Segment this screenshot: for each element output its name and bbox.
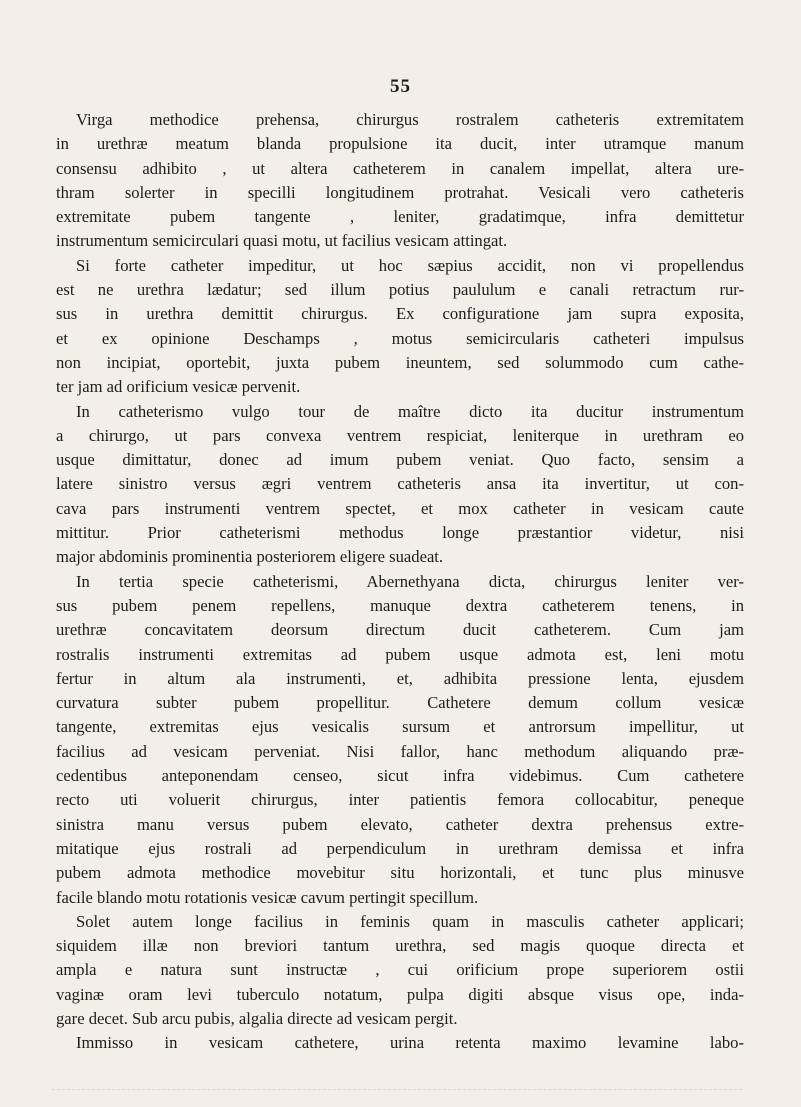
text-line: latere sinistro versus ægri ventrem catheteris ansa ita invertitur, ut con- xyxy=(56,474,744,494)
text-line: urethræ concavitatem deorsum directum ducit catheterem. Cum jam xyxy=(56,620,744,640)
text-line: In tertia specie catheterismi, Abernethyana dicta, chirurgus leniter ver- xyxy=(76,571,744,591)
text-line: in urethræ meatum blanda propulsione ita ducit, inter utramque manum xyxy=(56,134,744,154)
text-line: consensu adhibito , ut altera catheterem in canalem impellat, altera ure- xyxy=(56,158,744,178)
text-line: instrumentum semicirculari quasi motu, ut facilius vesicam attingat. xyxy=(56,231,508,251)
text-line: cava pars instrumenti ventrem spectet, et mox catheter in vesicam caute xyxy=(56,498,744,518)
text-line: et ex opinione Deschamps , motus semicircularis catheteri impulsus xyxy=(56,328,744,348)
text-line: usque dimittatur, donec ad imum pubem veniat. Quo facto, sensim a xyxy=(56,450,744,470)
text-line: ampla e natura sunt instructæ , cui orificium prope superiorem ostii xyxy=(56,960,744,980)
text-line: recto uti voluerit chirurgus, inter patientis femora collocabitur, peneque xyxy=(56,790,744,810)
text-line: In catheterismo vulgo tour de maître dicto ita ducitur instrumentum xyxy=(76,401,744,421)
paragraph xyxy=(56,1031,744,1055)
page-number: 55 xyxy=(390,76,411,97)
text-line: mittitur. Prior catheterismi methodus longe præstantior videtur, nisi xyxy=(56,523,744,543)
text-line: vaginæ oram levi tuberculo notatum, pulpa digiti absque visus ope, inda- xyxy=(56,984,744,1004)
text-line: gare decet. Sub arcu pubis, algalia directe ad vesicam pergit. xyxy=(56,1008,458,1028)
paragraph xyxy=(56,400,744,570)
text-line: siquidem illæ non breviori tantum urethra, sed magis quoque directa et xyxy=(56,936,744,956)
text-line: sus pubem penem repellens, manuque dextra catheterem tenens, in xyxy=(56,595,744,615)
text-line: est ne urethra lædatur; sed illum potius paululum e canali retractum rur- xyxy=(56,280,744,300)
text-line: tangente, extremitas ejus vesicalis sursum et antrorsum impellitur, ut xyxy=(56,717,744,737)
text-line: major abdominis prominentia posteriorem eligere suadeat. xyxy=(56,547,444,567)
body-text xyxy=(56,108,744,1056)
text-line: ter jam ad orificium vesicæ pervenit. xyxy=(56,377,301,397)
text-line: pubem admota methodice movebitur situ horizontali, et tunc plus minusve xyxy=(56,863,744,883)
text-line: thram solerter in specilli longitudinem protrahat. Vesicali vero catheteris xyxy=(56,182,744,202)
text-line: a chirurgo, ut pars convexa ventrem respiciat, leniterque in urethram eo xyxy=(56,425,744,445)
text-line: sinistra manu versus pubem elevato, catheter dextra prehensus extre- xyxy=(56,814,744,834)
text-line: Solet autem longe facilius in feminis quam in masculis catheter applicari; xyxy=(76,911,744,931)
text-line: facile blando motu rotationis vesicæ cavum pertingit specillum. xyxy=(56,887,479,907)
text-line: sus in urethra demittit chirurgus. Ex configuratione jam supra exposita, xyxy=(56,304,744,324)
text-line: cedentibus anteponendam censeo, sicut infra videbimus. Cum cathetere xyxy=(56,766,744,786)
paragraph xyxy=(56,910,744,1031)
paragraph xyxy=(56,254,744,400)
text-line: curvatura subter pubem propellitur. Cathetere demum collum vesicæ xyxy=(56,693,744,713)
paragraph xyxy=(56,108,744,254)
text-line: Immisso in vesicam cathetere, urina retenta maximo levamine labo- xyxy=(76,1033,744,1053)
text-line: rostralis instrumenti extremitas ad pubem usque admota est, leni motu xyxy=(56,644,744,664)
text-line: non incipiat, oportebit, juxta pubem ineuntem, sed solummodo cum cathe- xyxy=(56,352,744,372)
page-edge xyxy=(52,1089,742,1090)
text-line: fertur in altum ala instrumenti, et, adhibita pressione lenta, ejusdem xyxy=(56,668,744,688)
text-line: facilius ad vesicam perveniat. Nisi fallor, hanc methodum aliquando præ- xyxy=(56,741,744,761)
text-line: mitatique ejus rostrali ad perpendiculum in urethram demissa et infra xyxy=(56,838,744,858)
text-line: Virga methodice prehensa, chirurgus rostralem catheteris extremitatem xyxy=(76,110,744,129)
paragraph xyxy=(56,570,744,910)
text-line: Si forte catheter impeditur, ut hoc sæpius accidit, non vi propellendus xyxy=(76,255,744,275)
text-line: extremitate pubem tangente , leniter, gradatimque, infra demittetur xyxy=(56,207,744,227)
